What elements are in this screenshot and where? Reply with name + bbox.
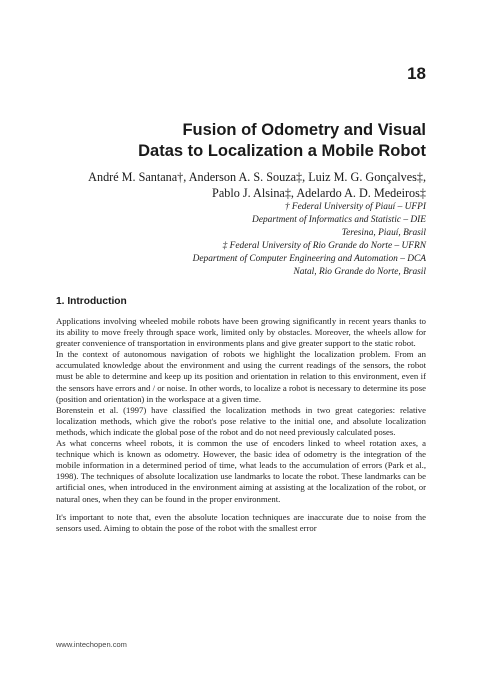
paragraph: It's important to note that, even the absolute location techniques are inaccurate due to noise from the sensors used. Aiming to obtain the pose of the robot with the smallest error [56,511,426,533]
paragraph: In the context of autonomous navigation of robots we highlight the localization problem. From an accumulated knowledge about the environment and using the current readings of the sensors, the robot must be able to determine and keep up its position and orientation in relation to this environment, even if the sensors have errors and / or noise. In other words, to localize a robot is necessary to determine its pose (position and orientation) in the workspace at a given time. [56,349,426,404]
affiliations [26,201,426,278]
paragraph: Applications involving wheeled mobile robots have been growing significantly in recent years thanks to its ability to move freely through space work, limited only by obstacles. Moreover, the wheels allow for greater convenience of transportation in environments plans and give greater support to the static robot. [56,316,426,349]
author-line: André M. Santana†, Anderson A. S. Souza‡, Luiz M. G. Gonçalves‡, [88,170,426,184]
section-heading: 1. Introduction [56,296,127,307]
affiliation-line: ‡ Federal University of Rio Grande do Norte – UFRN [222,240,426,251]
body-text [56,316,426,534]
affiliation-line: Department of Computer Engineering and Automation – DCA [192,253,426,264]
title-line: Datas to Localization a Mobile Robot [138,142,426,160]
affiliation-line: Natal, Rio Grande do Norte, Brasil [293,266,426,277]
footer-url: www.intechopen.com [56,640,127,649]
chapter-title [86,120,426,162]
affiliation-line: Teresina, Piauí, Brasil [341,227,426,238]
affiliation-line: † Federal University of Piauí – UFPI [284,202,426,212]
title-line: Fusion of Odometry and Visual [182,121,426,139]
author-list [46,170,426,201]
affiliation-line: Department of Informatics and Statistic – DIE [252,214,426,225]
paragraph: Borenstein et al. (1997) have classified the localization methods in two great categories: relative localization methods, which give the robot's pose relative to the initial one, and absolute localization methods, which indicate the global pose of the robot and do not need previously calculated poses. [56,404,426,437]
chapter-number: 18 [407,64,426,83]
paragraph: As what concerns wheel robots, it is common the use of encoders linked to wheel rotation axes, a technique which is known as odometry. However, the basic idea of odometry is the integration of the mobile information in a determined period of time, what leads to the accumulation of errors (Park et al., 1998). The techniques of absolute localization use landmarks to locate the robot. These landmarks can be artificial ones, when introduced in the environment aiming at assisting at the localization of the robot, or natural ones, when they can be found in the proper environment. [56,438,426,504]
author-line: Pablo J. Alsina‡, Adelardo A. D. Medeiros‡ [212,185,426,200]
